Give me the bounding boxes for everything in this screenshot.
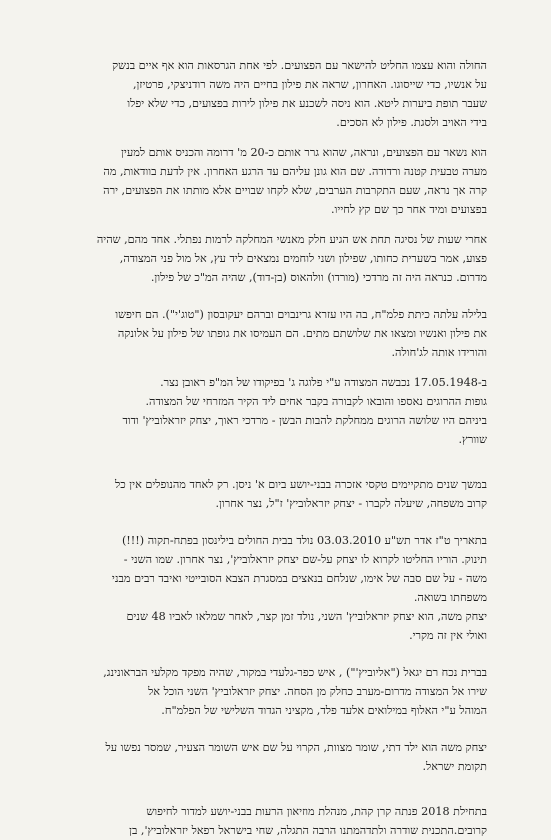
- paragraph-capture: [66, 373, 487, 449]
- text-line: המוהל ע"י האלוף במילואים אלעד פלד, מקציני הגדוד השלישי של הפלמ"ח.: [161, 704, 487, 717]
- text-line: את פילון ואנשיו ומצאו את שלושתם מתים. הם העמיסו את גופתו של פילון על אלונקה: [117, 327, 487, 340]
- paragraph-cave: [66, 143, 487, 219]
- text-line: יצחק משה, הוא יצחק יזראלוביץ' השני, נולד זמן קצר, לאחר שמלאו לאביו 48 שנים: [126, 610, 487, 623]
- text-line: ביניהם היו שלושה הרוגים ממחלקת להבות הבשן - מרדכי ראוך, יצחק יזראלוביץ' ודוד: [122, 414, 487, 427]
- paragraph-religious-child: [66, 738, 487, 776]
- text-line: החולה והוא עצמו החליט להישאר עם הפצועים. לפי אחת הגרסאות הוא אף איים בנשק: [112, 59, 487, 72]
- text-line: והורידו אותה לג'חולה.: [391, 346, 487, 359]
- text-line: בברית נכח רם יגאל ("אליוביץ'") , איש כפר-גלעדי במקור, שהיה מפקד מקלעי הבראונינג,: [103, 666, 487, 679]
- text-line: קרה אך נראה, שעם התקרבות הערבים, שלא לקחו שבויים אלא מותתו את הפצועים, ירה: [103, 184, 487, 197]
- text-line: שוורץ.: [458, 433, 487, 446]
- text-line: יצחק משה הוא ילד דתי, שומר מצוות, הקרוי על שם איש השומר הצעיר, שמסר נפשו על: [105, 741, 487, 754]
- text-line: מערה טבעית קטנה ורדודה. שם הוא גונן עליהם עד הרגע האחרון. אין לדעת בוודאות, מה: [103, 165, 487, 178]
- paragraph-memorial: [66, 475, 487, 513]
- text-line: שירו אל המצודה מדרום-מערב כחלק מן הסחה. יצחק יזראלוביץ' השני הוכל אל: [148, 685, 487, 698]
- text-line: בידי האויב ולסגת. פילון לא הסכים.: [336, 116, 487, 129]
- text-line: קרובים.התכנית שודרה ולתדהמתנו הרבה התגלה, שחי בישראל רפאל יזראלוביץ', בן: [129, 824, 487, 837]
- paragraph-night-search: [66, 305, 487, 362]
- text-line: פצוע, אמר בשערית כחותו, שפילון ושני לוחמים נמצאים ליד עץ, אל מול פני המצודה,: [119, 252, 487, 265]
- text-line: מדרום. כנראה היה זה מרדכי (מורדו) וולהאוס (בן-דוד), שהיה המ"כ של פילון.: [150, 271, 487, 284]
- text-line: במשך שנים מתקיימים טקסי אזכרה בבני-יושע ביום א' ניסן. רק לאחד מהנופלים אין כל: [115, 478, 487, 491]
- paragraph-birth: [66, 531, 487, 645]
- paragraph-retreat: [66, 230, 487, 287]
- text-line: משפחתו בשואה.: [413, 591, 487, 604]
- text-line: גופות ההרוגים נאספו והובאו לקבורה בקבר אחים ליד הקיר המזרחי של המצודה.: [145, 395, 487, 408]
- paragraph-pilon-stays: [66, 56, 487, 132]
- text-line: בתחילת 2018 פנתה קרן קהת, מנהלת מוזיאון הרעות בבני-יושע למדור לחיפוש: [146, 805, 487, 818]
- text-line: אחרי שעות של נסיגה תחת אש הגיע חלק מאנשי המחלקה לרמות נפתלי. אחד מהם, שהיה: [96, 233, 487, 246]
- text-line: הוא נשאר עם הפצועים, ונראה, שהוא גרר אותם כ-20 מ' דרומה והכניס אותם למעין: [121, 146, 487, 159]
- text-line: ב-17.05.1948 נכבשה המצודה ע"י פלוגה ג' בפיקודו של המ"פ ראובן נצר.: [160, 376, 487, 389]
- text-line: קרוב משפחה, שיעלה לקברו - יצחק יזראלוביץ' ז"ל, נצר אחרון.: [215, 497, 487, 510]
- text-line: ואולי אין זה מקרי.: [409, 629, 487, 642]
- paragraph-2018-search: [66, 802, 487, 840]
- text-line: בלילה עלתה כיתת פלמ"ח, בה היו עזרא גרינבוים וברהם יעקובסון ("טוג'י"). הם חיפשו: [115, 308, 487, 321]
- paragraph-brit: [66, 663, 487, 720]
- text-line: תקומת ישראל.: [422, 760, 487, 773]
- text-line: משה - על שם סבה של אימו, שנלחם בנאצים במסגרת הצבא הסובייטי ואיבד רבים מבני: [111, 572, 487, 585]
- text-line: בתאריך ט"ז אדר תש"ע 03.03.2010 נולד בבית החולים בילינסון בפתח-תקוה (!!!): [121, 534, 487, 547]
- text-line: שעבר תופת ביערות ליטא. הוא ניסה לשכנע את פילון לירות בפצועים, כדי שלא יפלו: [127, 97, 487, 110]
- text-line: בפצועים ומיד אחר כך שם קץ לחייו.: [330, 203, 487, 216]
- text-line: על אנשיו, כדי שייסוגו. האחרון, שראה את פילון בחיים היה משה רודניצקי, פרטיזן,: [132, 78, 487, 91]
- text-line: תינוק. הוריו החליטו לקרוא לו יצחק על-שם יצחק יזראלוביץ', נצר אחרון. שמו השני -: [123, 553, 487, 566]
